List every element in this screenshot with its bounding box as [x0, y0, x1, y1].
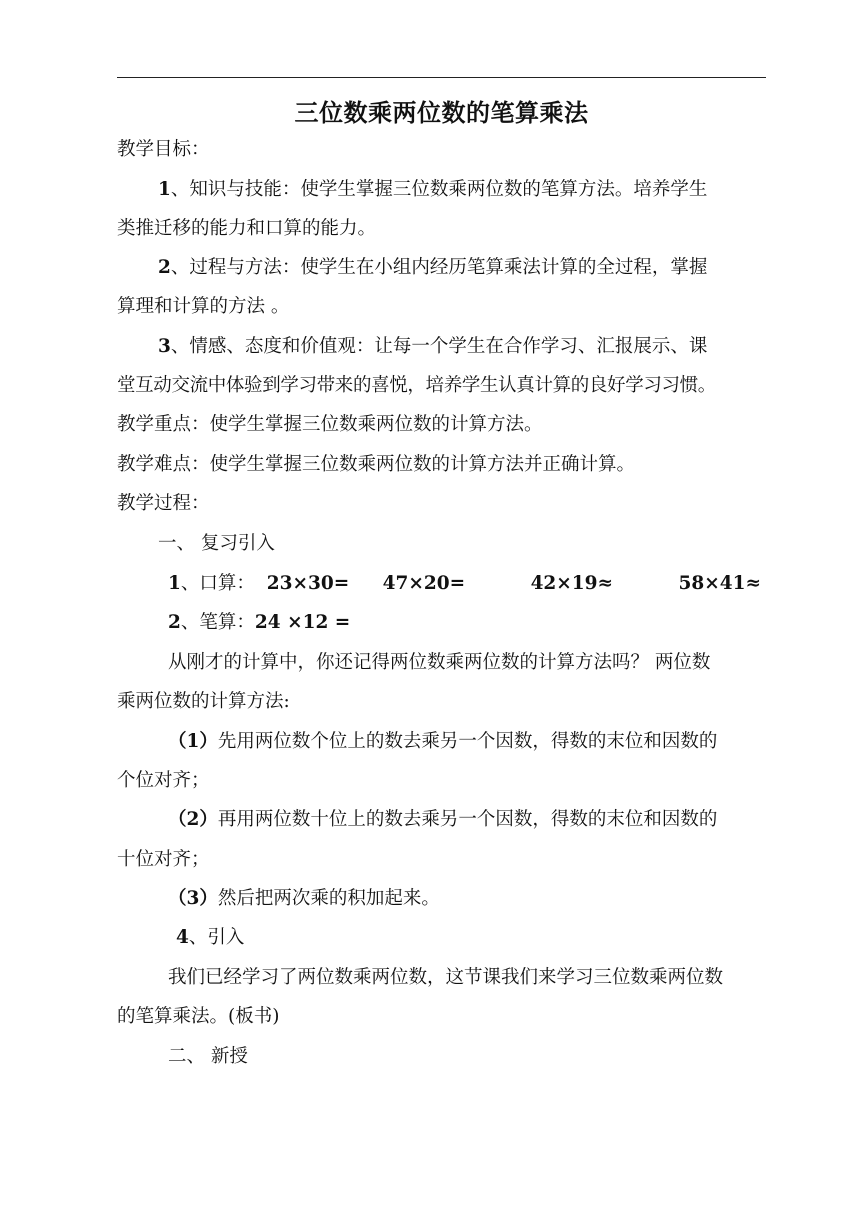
paragraph-line — [117, 768, 210, 794]
paragraph-line — [176, 925, 244, 951]
paragraph-line — [117, 216, 376, 242]
text-line: 先用两位数个位上的数去乘另一个因数，得数的末位和因数的 — [217, 731, 718, 752]
step-number: （2） — [168, 809, 218, 830]
header-rule — [117, 77, 766, 78]
text-line: 、知识与技能：使学生掌握三位数乘两位数的笔算方法。培养学生 — [170, 179, 708, 200]
text-line: 教学过程： — [117, 493, 210, 514]
item-number: 2 — [158, 257, 171, 278]
paragraph-line — [117, 847, 210, 873]
text-line: 个位对齐； — [117, 770, 210, 791]
subsection-heading — [168, 1044, 248, 1070]
written-calc-line — [168, 610, 350, 636]
text-line: 、情感、态度和价值观：让每一个学生在合作学习、汇报展示、课 — [170, 336, 708, 357]
text-line: 堂互动交流中体验到学习带来的喜悦，培养学生认真计算的良好学习习惯。 — [117, 375, 716, 396]
calc-expression: 58×41≈ — [678, 573, 761, 594]
text-line: 十位对齐； — [117, 849, 210, 870]
text-line: 教学目标： — [117, 139, 210, 160]
text-line: 、过程与方法：使学生在小组内经历笔算乘法计算的全过程，掌握 — [170, 257, 708, 278]
subsection-heading — [158, 531, 275, 557]
text-line: 乘两位数的计算方法: — [117, 691, 290, 712]
paragraph-line — [117, 689, 290, 715]
item-number: 1 — [168, 573, 181, 594]
paragraph-line — [117, 294, 289, 320]
paragraph-line — [168, 650, 710, 676]
text-line: 、口算： — [180, 573, 255, 594]
calc-expression: 47×20= — [382, 573, 466, 594]
calc-expression: 23×30= — [266, 573, 350, 594]
text-line: 教学重点：使学生掌握三位数乘两位数的计算方法。 — [117, 414, 543, 435]
item-number: 3 — [158, 336, 171, 357]
item-number: 2 — [168, 612, 181, 633]
text-line: 教学难点：使学生掌握三位数乘两位数的计算方法并正确计算。 — [117, 454, 636, 475]
key-point-line — [117, 412, 543, 438]
paragraph-line — [158, 177, 707, 203]
text-line: 然后把两次乘的积加起来。 — [217, 888, 440, 909]
text-line: 算理和计算的方法 。 — [117, 296, 290, 317]
text-line: 类推迁移的能力和口算的能力。 — [117, 218, 377, 239]
oral-calc-line — [168, 571, 761, 597]
paragraph-line — [168, 965, 723, 991]
item-number: 4 — [176, 927, 189, 948]
text-line: 我们已经学习了两位数乘两位数，这节课我们来学习三位数乘两位数 — [168, 967, 724, 988]
document-title: 三位数乘两位数的笔算乘法 — [294, 99, 589, 127]
item-number: 1 — [158, 179, 171, 200]
paragraph-line — [158, 255, 707, 281]
step-number: （1） — [168, 731, 218, 752]
difficult-point-line — [117, 452, 635, 478]
text-line: 从刚才的计算中，你还记得两位数乘两位数的计算方法吗？ 两位数 — [168, 652, 711, 673]
method-step — [168, 886, 440, 912]
text-line: 再用两位数十位上的数去乘另一个因数，得数的末位和因数的 — [217, 809, 718, 830]
text-line: 二、 新授 — [168, 1046, 248, 1067]
calc-expression: 42×19≈ — [530, 573, 614, 594]
calc-expression: 24 ×12 = — [254, 612, 351, 633]
step-number: （3） — [168, 888, 218, 909]
section-heading-objectives — [117, 137, 210, 163]
paragraph-line — [117, 373, 716, 399]
text-line: 的笔算乘法。(板书) — [117, 1006, 280, 1027]
text-line: 、笔算： — [180, 612, 255, 633]
text-line: 一、 复习引入 — [158, 533, 275, 554]
method-step — [168, 807, 717, 833]
method-step — [168, 729, 717, 755]
section-heading-process — [117, 491, 210, 517]
paragraph-line — [117, 1004, 279, 1030]
paragraph-line — [158, 334, 707, 360]
text-line: 、引入 — [188, 927, 245, 948]
